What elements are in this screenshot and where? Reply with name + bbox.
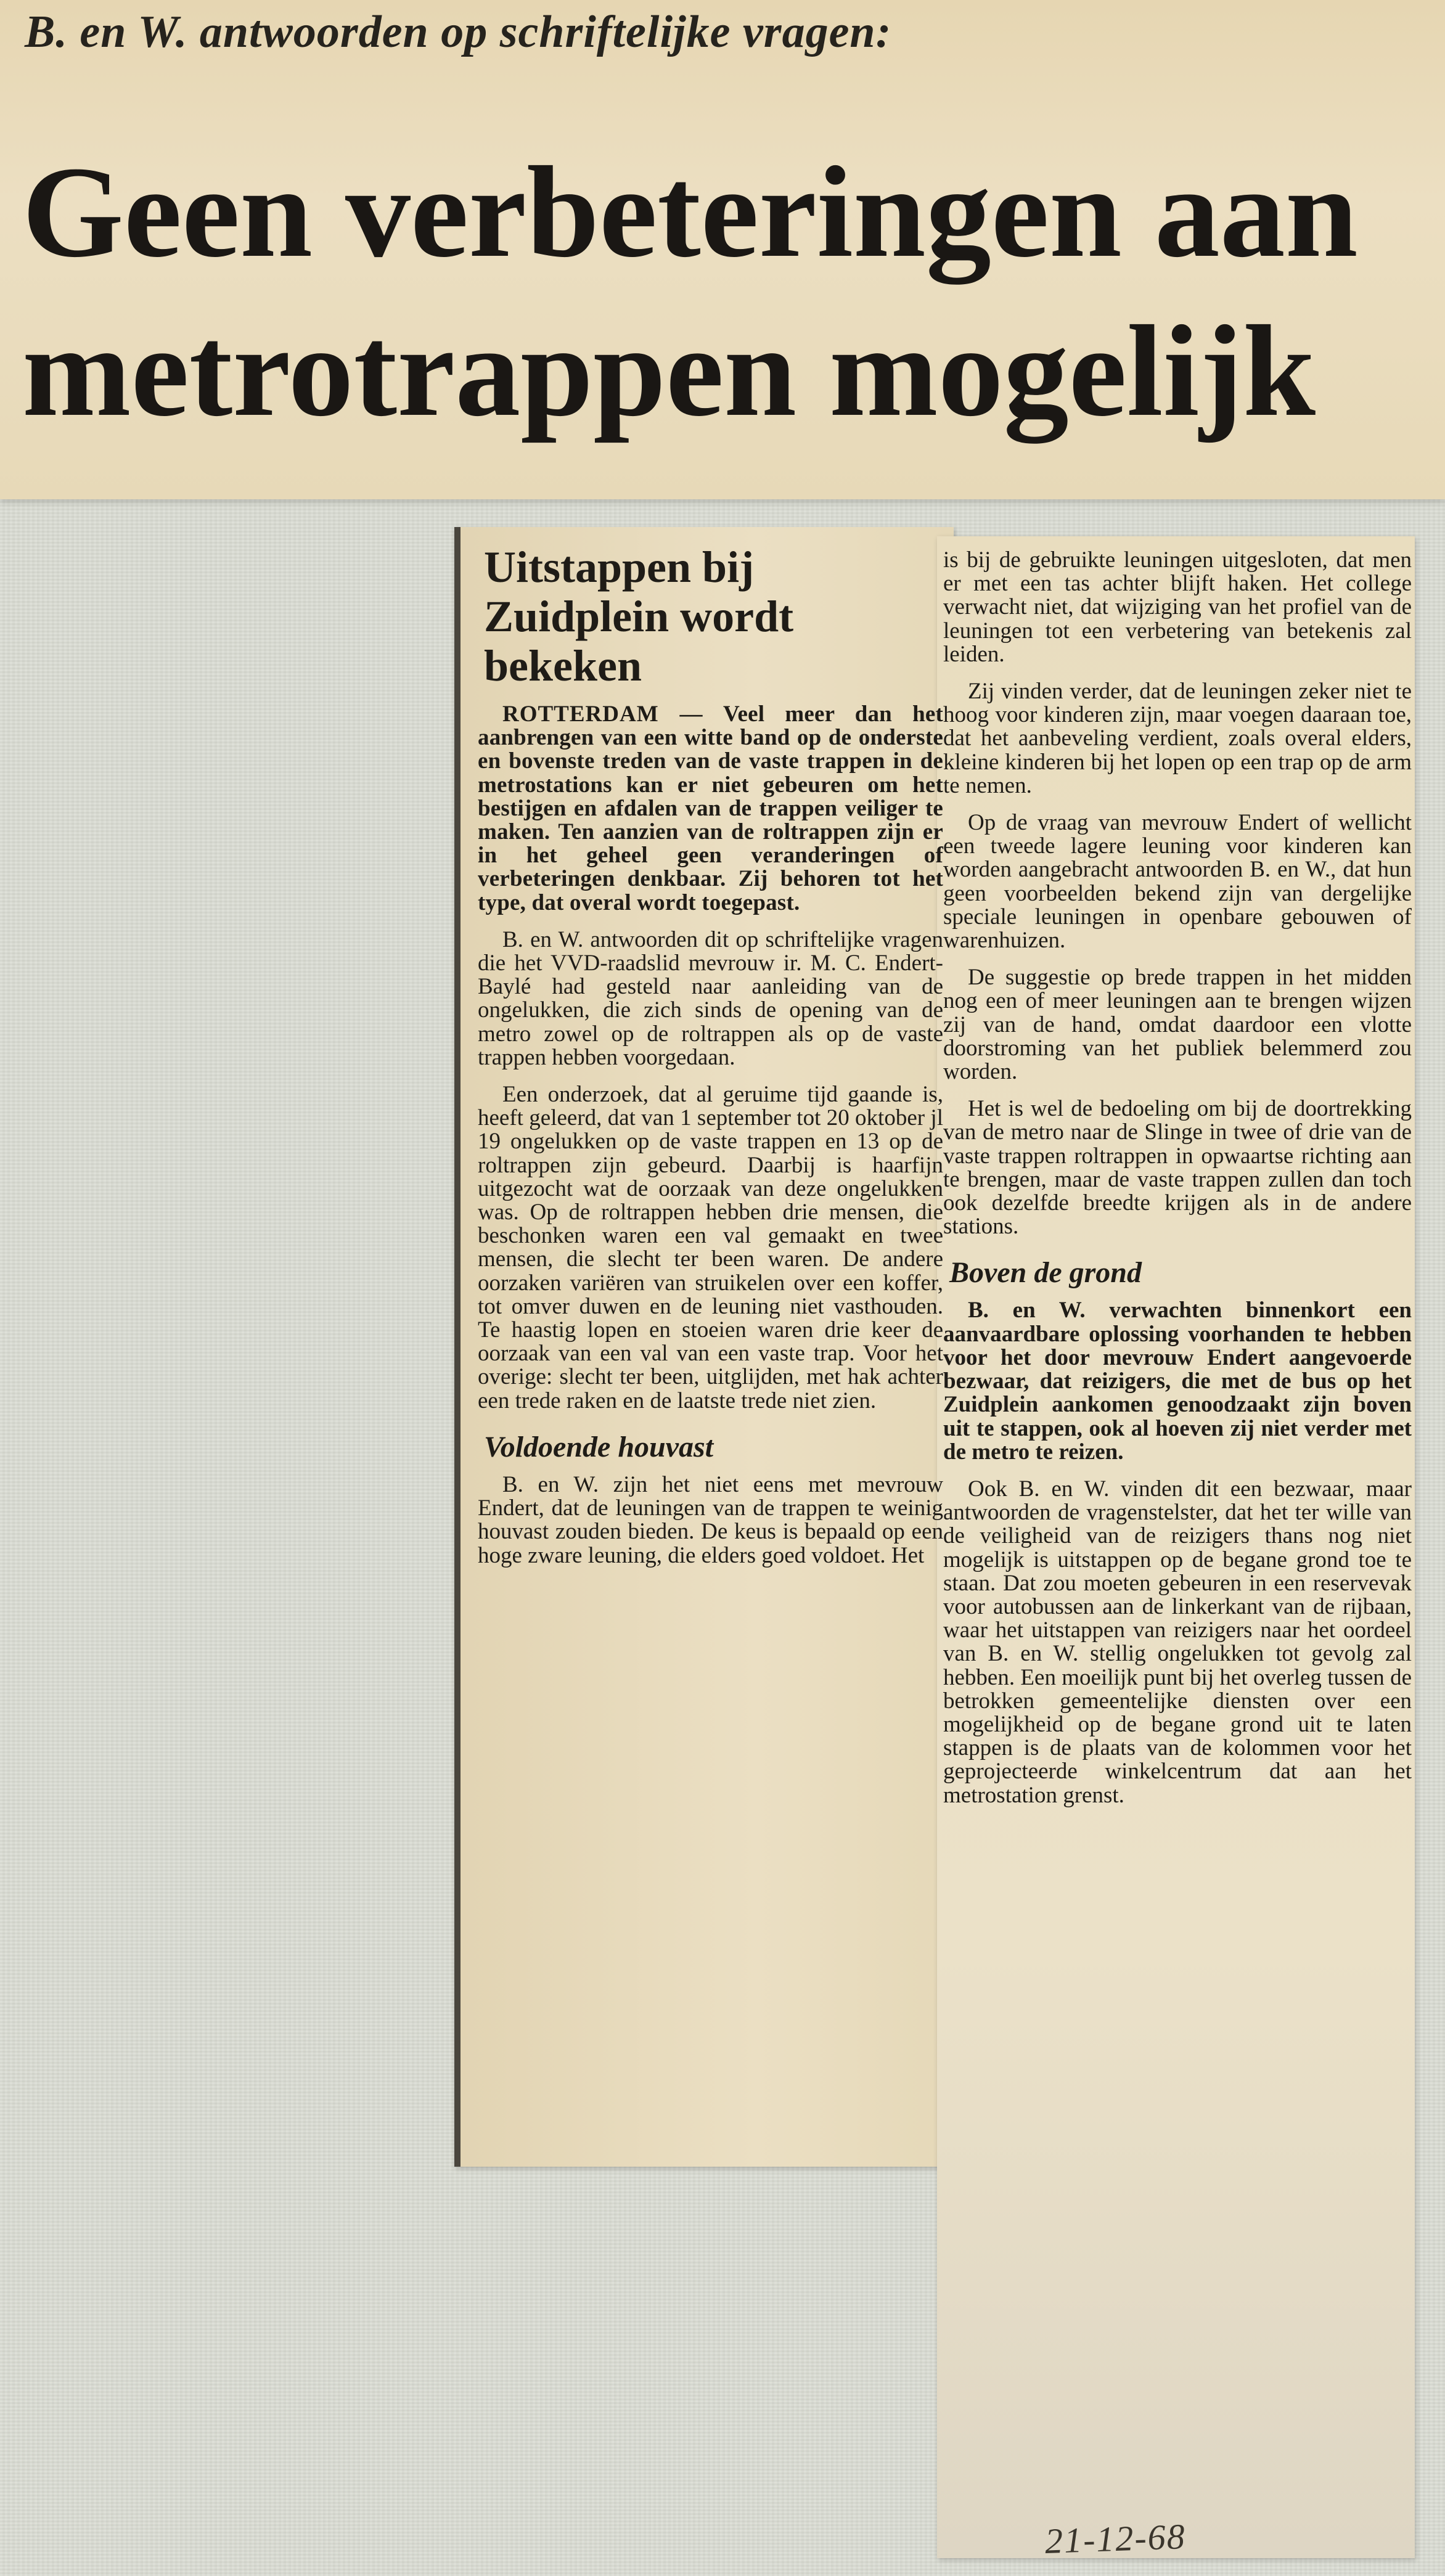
paragraph-3-continued: is bij de gebruikte leuningen uitgesloten, dat men er met een tas achter blijft haken. Het college verwacht niet, dat wijziging van het profiel van de leuningen tot een verbetering van betekenis zal leiden. (943, 547, 1412, 667)
paragraph-4: Zij vinden verder, dat de leuningen zeker niet te hoog voor kinderen zijn, maar voegen daaraan toe, dat het aanbeveling verdient, zoals overal elders, kleine kinderen bij het lopen op een trap op de arm te nemen. (943, 679, 1412, 798)
headline-clipping (0, 0, 1445, 499)
paragraph-6: De suggestie op brede trappen in het midden nog een of meer leuningen aan te brengen wijzen zij van de hand, omdat daardoor een vlotte doorstroming van het publiek belemmerd zou worden. (943, 965, 1412, 1085)
paragraph-3: B. en W. zijn het niet eens met mevrouw Endert, dat de leuningen van de trappen te weinig houvast zouden bieden. De keus is bepaald op een hoge zware leuning, die elders goed voldoet. Het (478, 1471, 943, 1568)
headline: Geen verbeteringen aan metrotrappen mogelijk (22, 139, 1358, 443)
section-heading-boven-de-grond: Boven de grond (949, 1256, 1142, 1290)
article-column-2 (943, 549, 1412, 1807)
section-heading-voldoende-houvast: Voldoende houvast (484, 1430, 714, 1463)
subheadline: Uitstappen bij Zuidplein wordt bekeken (484, 542, 794, 690)
kicker: B. en W. antwoorden op schriftelijke vragen: (25, 7, 892, 57)
paragraph-9: Ook B. en W. vinden dit een bezwaar, maar antwoorden de vragenstelster, dat het ter wille van de veiligheid van de reizigers thans nog niet mogelijk is uitstappen op de begane grond toe te staan. Dat zou moeten gebeuren in een reservevak voor autobussen aan de linkerkant van de rijbaan, waar het uitstappen van reizigers naar het oordeel van B. en W. stellig ongelukken tot gevolg zal hebben. Een moeilijk punt bij het overleg tussen de betrokken gemeentelijke diensten over een mogelijkheid op de begane grond uit te laten stappen is de plaats van de kolommen voor het geprojecteerde winkelcentrum dat aan het metrostation grenst. (943, 1476, 1412, 1808)
dateline: ROTTERDAM — (502, 701, 703, 727)
paragraph-5: Op de vraag van mevrouw Endert of wellicht een tweede lagere leuning voor kinderen kan worden aangebracht antwoorden B. en W., dat hun geen voorbeelden bekend zijn van dergelijke speciale leuningen in openbare gebouwen of warenhuizen. (943, 810, 1412, 954)
lead-text: Veel meer dan het aanbrengen van een witte band op de onderste en bovenste treden van de vaste trappen in de metrostations kan er niet gebeuren om het bestijgen en afdalen van de trappen veiliger te maken. Ten aanzien van de roltrappen zijn er in het geheel geen veranderingen of verbeteringen denkbaar. Zij behoren tot het type, dat overal wordt toegepast. (478, 701, 943, 915)
lead-paragraph (478, 703, 943, 915)
paragraph-2: Een onderzoek, dat al geruime tijd gaande is, heeft geleerd, dat van 1 september tot 20 oktober jl 19 ongelukken op de vaste trappen en 13 op de roltrappen zijn gebeurd. Daarbij is haarfijn uitgezocht wat de oorzaak van deze ongelukken was. Op de roltrappen hebben drie mensen, die beschonken waren een val gemaakt en twee mensen, die slecht ter been waren. De andere oorzaken variëren van struikelen over een koffer, tot omver duwen en de leuning niet vasthouden. Te haastig lopen en stoeien waren drie keer de oorzaak van een val van een vaste trap. Voor het overige: slecht ter been, uitglijden, met hak achter een trede raken en de laatste trede niet zien. (478, 1082, 943, 1413)
paragraph-7: Het is wel de bedoeling om bij de doortrekking van de metro naar de Slinge in twee of drie van de vaste trappen roltrappen in opwaartse richting aan te brengen, maar de vaste trappen zullen dan toch ook dezelfde breedte krijgen als in de andere stations. (943, 1096, 1412, 1240)
paragraph-1: B. en W. antwoorden dit op schriftelijke vragen die het VVD-raadslid mevrouw ir. M. C. Endert-Baylé had gesteld naar aanleiding van de ongelukken, die zich sinds de opening van de metro zowel op de roltrappen als op de vaste trappen hebben voorgedaan. (478, 926, 943, 1070)
paragraph-8: B. en W. verwachten binnenkort een aanvaardbare oplossing voorhanden te hebben voor het door mevrouw Endert aangevoerde bezwaar, dat reizigers, die met de bus op het Zuidplein aankomen genoodzaakt zijn boven uit te stappen, ook al hoeven zij niet verder met de metro te reizen. (943, 1298, 1412, 1465)
handwritten-date: 21-12-68 (1044, 2516, 1187, 2561)
article-column-1 (478, 542, 943, 1568)
